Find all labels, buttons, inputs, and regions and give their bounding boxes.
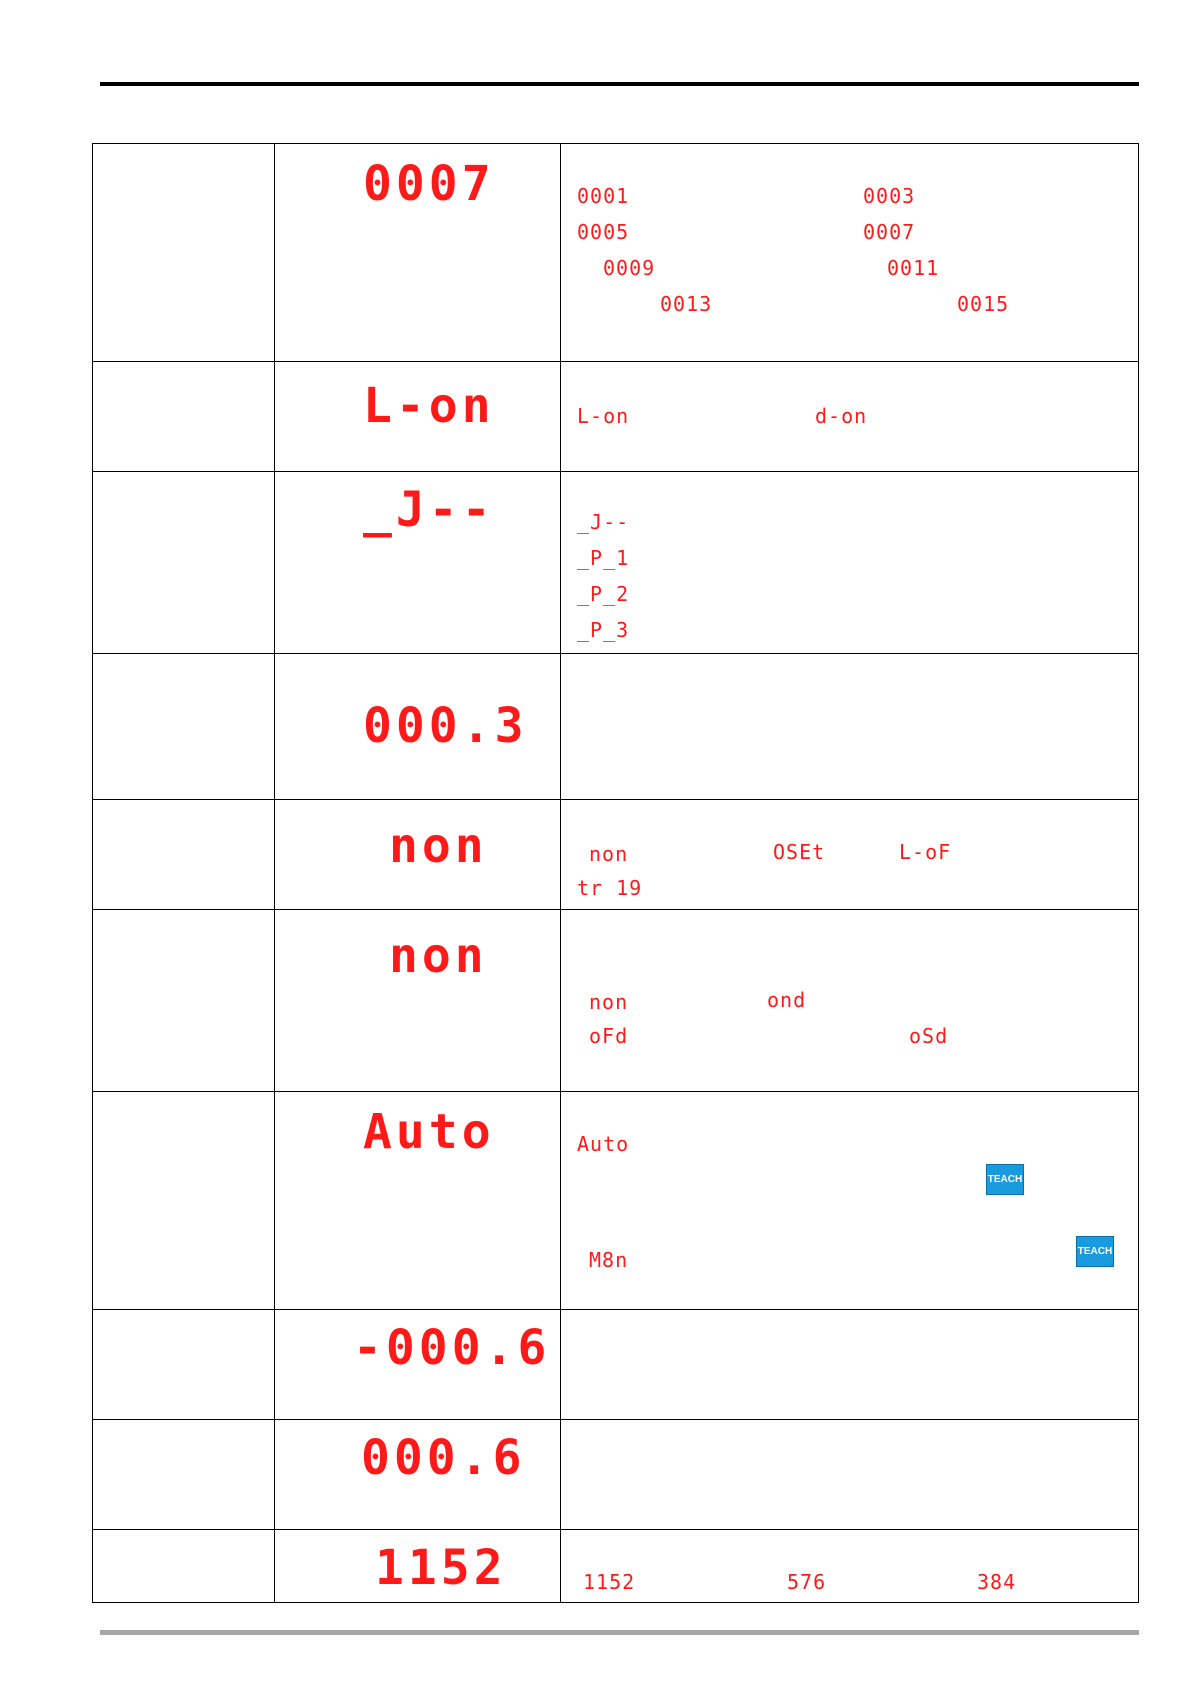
options-cell <box>561 800 1139 910</box>
options-cell <box>561 1420 1139 1530</box>
display-cell <box>275 362 561 472</box>
parameter-name-cell <box>93 800 275 910</box>
options-cell <box>561 1530 1139 1603</box>
table-row <box>93 654 1139 800</box>
display-cell <box>275 1092 561 1310</box>
parameter-table <box>92 143 1139 1603</box>
parameter-name-cell <box>93 1310 275 1420</box>
option-value: 0009 <box>603 256 656 280</box>
parameter-name-cell <box>93 1530 275 1603</box>
option-value: M8n <box>589 1248 629 1272</box>
table-row <box>93 800 1139 910</box>
table-row <box>93 144 1139 362</box>
options-cell <box>561 1092 1139 1310</box>
option-value: 1152 <box>583 1570 636 1594</box>
segment-display: Auto <box>363 1104 495 1160</box>
segment-display: 0007 <box>363 156 495 212</box>
segment-display: -000.6 <box>353 1320 551 1376</box>
options-cell <box>561 910 1139 1092</box>
option-value: 0013 <box>660 292 713 316</box>
segment-display: 000.3 <box>363 698 528 754</box>
option-value: 0005 <box>577 220 630 244</box>
options-cell <box>561 362 1139 472</box>
option-value: 384 <box>977 1570 1017 1594</box>
table-row <box>93 472 1139 654</box>
parameter-name-cell <box>93 144 275 362</box>
table-row <box>93 1310 1139 1420</box>
option-value: OSEt <box>773 840 826 864</box>
table-row <box>93 910 1139 1092</box>
option-value: 0007 <box>863 220 916 244</box>
option-value: _P_3 <box>577 618 630 642</box>
option-value: _P_1 <box>577 546 630 570</box>
option-value: 576 <box>787 1570 827 1594</box>
option-value: 0011 <box>887 256 940 280</box>
options-cell <box>561 1310 1139 1420</box>
display-cell <box>275 800 561 910</box>
segment-display: 1152 <box>375 1540 507 1596</box>
header-rule <box>100 82 1139 86</box>
display-cell <box>275 910 561 1092</box>
segment-display: 000.6 <box>361 1430 526 1486</box>
option-value: 0015 <box>957 292 1010 316</box>
option-value: non <box>589 990 629 1014</box>
option-value: _J-- <box>577 510 630 534</box>
segment-display: _J-- <box>363 482 495 538</box>
segment-display: L-on <box>363 378 495 434</box>
teach-button-icon: TEACH <box>1076 1236 1114 1267</box>
parameter-name-cell <box>93 362 275 472</box>
table-row <box>93 1420 1139 1530</box>
option-value: L-oF <box>899 840 952 864</box>
option-value: L-on <box>577 404 630 428</box>
option-value: _P_2 <box>577 582 630 606</box>
table-row <box>93 1530 1139 1603</box>
footer-rule <box>100 1630 1139 1635</box>
table-row <box>93 362 1139 472</box>
option-value: oSd <box>909 1024 949 1048</box>
option-value: non <box>589 842 629 866</box>
option-value: d-on <box>815 404 868 428</box>
parameter-name-cell <box>93 654 275 800</box>
option-value: 0003 <box>863 184 916 208</box>
display-cell <box>275 472 561 654</box>
display-cell <box>275 144 561 362</box>
parameter-name-cell <box>93 1092 275 1310</box>
options-cell <box>561 472 1139 654</box>
segment-display: non <box>389 928 488 984</box>
options-cell <box>561 654 1139 800</box>
display-cell <box>275 1420 561 1530</box>
option-value: Auto <box>577 1132 630 1156</box>
display-cell <box>275 1530 561 1603</box>
teach-button-icon: TEACH <box>986 1164 1024 1195</box>
table-row <box>93 1092 1139 1310</box>
display-cell <box>275 1310 561 1420</box>
option-value: ond <box>767 988 807 1012</box>
parameter-name-cell <box>93 472 275 654</box>
option-value: tr 19 <box>577 876 643 900</box>
segment-display: non <box>389 818 488 874</box>
display-cell <box>275 654 561 800</box>
option-value: oFd <box>589 1024 629 1048</box>
parameter-name-cell <box>93 910 275 1092</box>
option-value: 0001 <box>577 184 630 208</box>
parameter-name-cell <box>93 1420 275 1530</box>
options-cell <box>561 144 1139 362</box>
